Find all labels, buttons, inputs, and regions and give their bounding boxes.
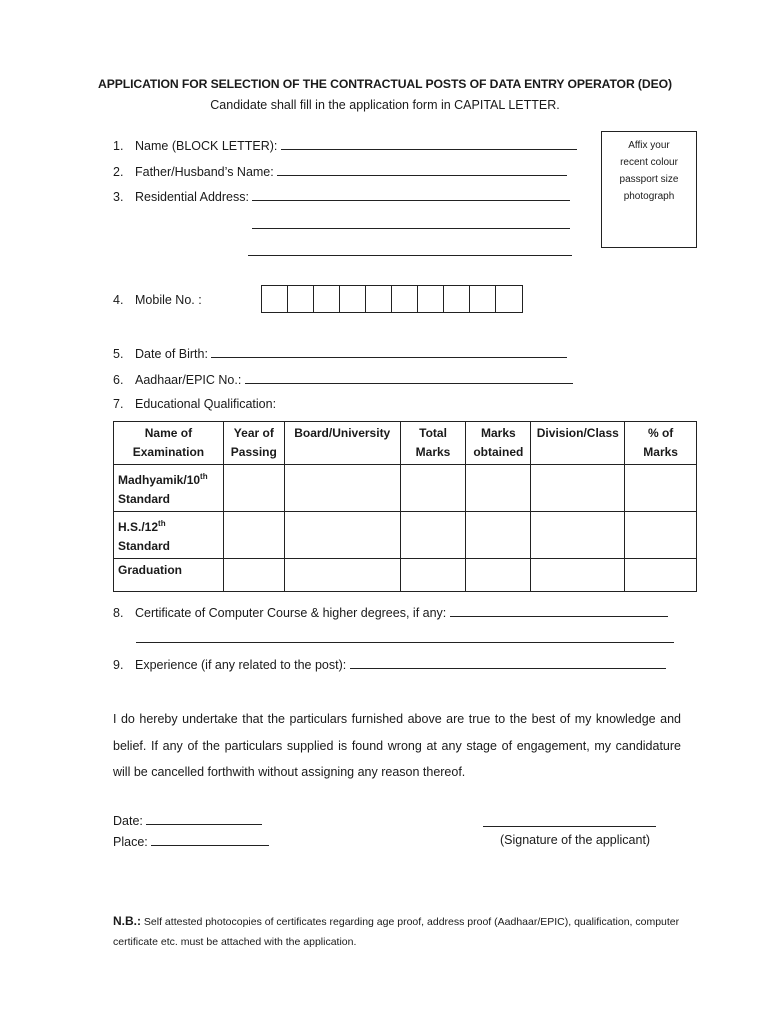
- nb-label: N.B.:: [113, 914, 141, 928]
- place-label: Place:: [113, 835, 148, 849]
- field-father-husband-name: [113, 163, 567, 179]
- table-cell[interactable]: [466, 512, 531, 559]
- name-input-line[interactable]: [281, 137, 577, 150]
- field-number: 7.: [113, 397, 124, 411]
- mobile-digit-box[interactable]: [314, 286, 340, 312]
- address-input-line-1[interactable]: [252, 188, 570, 201]
- place-field: [113, 833, 269, 849]
- aadhaar-input-line[interactable]: [245, 371, 573, 384]
- address-input-line-3[interactable]: [248, 243, 572, 256]
- table-cell[interactable]: [284, 465, 400, 512]
- column-header: Board/University: [284, 422, 400, 465]
- field-label: Aadhaar/EPIC No.:: [135, 373, 242, 387]
- mobile-digit-box[interactable]: [418, 286, 444, 312]
- table-cell[interactable]: [531, 465, 625, 512]
- row-label: H.S./12th Standard: [114, 512, 224, 559]
- table-cell[interactable]: [400, 559, 466, 592]
- table-cell[interactable]: [466, 465, 531, 512]
- field-label: Name (BLOCK LETTER):: [135, 139, 278, 153]
- column-header: Name of Examination: [114, 422, 224, 465]
- date-field: [113, 812, 262, 828]
- field-number: 3.: [113, 190, 124, 204]
- photo-box-text-3: passport size: [619, 174, 679, 185]
- field-label: Residential Address:: [135, 190, 249, 204]
- mobile-digit-box[interactable]: [340, 286, 366, 312]
- mobile-digit-box[interactable]: [288, 286, 314, 312]
- form-subtitle: Candidate shall fill in the application form in CAPITAL LETTER.: [210, 98, 560, 112]
- mobile-digit-box[interactable]: [496, 286, 522, 312]
- dob-input-line[interactable]: [211, 345, 567, 358]
- table-cell[interactable]: [400, 512, 466, 559]
- date-label: Date:: [113, 814, 143, 828]
- table-cell[interactable]: [284, 559, 400, 592]
- field-aadhaar-epic: [113, 371, 573, 387]
- table-cell[interactable]: [531, 512, 625, 559]
- field-number: 2.: [113, 165, 124, 179]
- certificate-input-line-1[interactable]: [450, 604, 668, 617]
- field-number: 1.: [113, 139, 124, 153]
- certificate-input-line-2[interactable]: [136, 630, 674, 643]
- address-input-line-2[interactable]: [252, 216, 570, 229]
- place-input-line[interactable]: [151, 833, 269, 846]
- row-label: Madhyamik/10th Standard: [114, 465, 224, 512]
- table-header-row: [114, 422, 697, 465]
- field-educational-qualification: [113, 397, 276, 411]
- field-label: Father/Husband’s Name:: [135, 165, 274, 179]
- field-computer-certificate: [113, 604, 668, 620]
- field-number: 6.: [113, 373, 124, 387]
- table-row: [114, 465, 697, 512]
- column-header: % of Marks: [625, 422, 697, 465]
- mobile-digit-box[interactable]: [444, 286, 470, 312]
- date-input-line[interactable]: [146, 812, 262, 825]
- field-label: Experience (if any related to the post):: [135, 658, 347, 672]
- table-cell[interactable]: [223, 465, 284, 512]
- photo-box: [601, 131, 697, 248]
- field-number: 9.: [113, 658, 124, 672]
- photo-box-text-1: Affix your: [628, 140, 670, 151]
- column-header: Year of Passing: [223, 422, 284, 465]
- field-experience: [113, 656, 666, 672]
- table-cell[interactable]: [400, 465, 466, 512]
- field-date-of-birth: [113, 345, 567, 361]
- table-cell[interactable]: [531, 559, 625, 592]
- field-number: 4.: [113, 293, 124, 307]
- field-label: Date of Birth:: [135, 347, 208, 361]
- father-name-input-line[interactable]: [277, 163, 567, 176]
- table-cell[interactable]: [625, 465, 697, 512]
- signature-label: (Signature of the applicant): [500, 833, 651, 847]
- signature-line[interactable]: [483, 814, 656, 827]
- table-cell[interactable]: [625, 512, 697, 559]
- photo-box-text-2: recent colour: [620, 157, 678, 168]
- experience-input-line[interactable]: [350, 656, 666, 669]
- mobile-digit-box[interactable]: [366, 286, 392, 312]
- table-cell[interactable]: [466, 559, 531, 592]
- field-number: 5.: [113, 347, 124, 361]
- field-mobile-no: [113, 293, 202, 307]
- mobile-digit-grid: [261, 285, 523, 313]
- table-cell[interactable]: [223, 512, 284, 559]
- field-label: Certificate of Computer Course & higher degrees, if any:: [135, 606, 447, 620]
- nb-note: [113, 911, 683, 952]
- mobile-digit-box[interactable]: [392, 286, 418, 312]
- declaration-text: I do hereby undertake that the particulars furnished above are true to the best of my knowledge and belief. If any of the particulars supplied is found wrong at any stage of engagement, my candidature will be cancelled forthwith without assigning any reason thereof.: [113, 712, 681, 779]
- column-header: Marks obtained: [466, 422, 531, 465]
- photo-box-text-4: photograph: [623, 191, 675, 202]
- mobile-digit-box[interactable]: [262, 286, 288, 312]
- column-header: Total Marks: [400, 422, 466, 465]
- table-row: [114, 512, 697, 559]
- field-number: 8.: [113, 606, 124, 620]
- table-cell[interactable]: [625, 559, 697, 592]
- field-label: Educational Qualification:: [135, 397, 277, 411]
- mobile-digit-box[interactable]: [470, 286, 496, 312]
- table-row: [114, 559, 697, 592]
- row-label: Graduation: [114, 559, 224, 592]
- column-header: Division/Class: [531, 422, 625, 465]
- table-cell[interactable]: [284, 512, 400, 559]
- education-table: [113, 421, 697, 592]
- form-title: APPLICATION FOR SELECTION OF THE CONTRACTUAL POSTS OF DATA ENTRY OPERATOR (DEO): [98, 77, 672, 91]
- field-label: Mobile No. :: [135, 293, 202, 307]
- field-residential-address: [113, 188, 570, 204]
- field-name: [113, 137, 577, 153]
- table-cell[interactable]: [223, 559, 284, 592]
- nb-text: Self attested photocopies of certificates regarding age proof, address proof (Aadhaar/EPIC), qualification, computer certificate etc. must be attached with the application.: [113, 916, 680, 948]
